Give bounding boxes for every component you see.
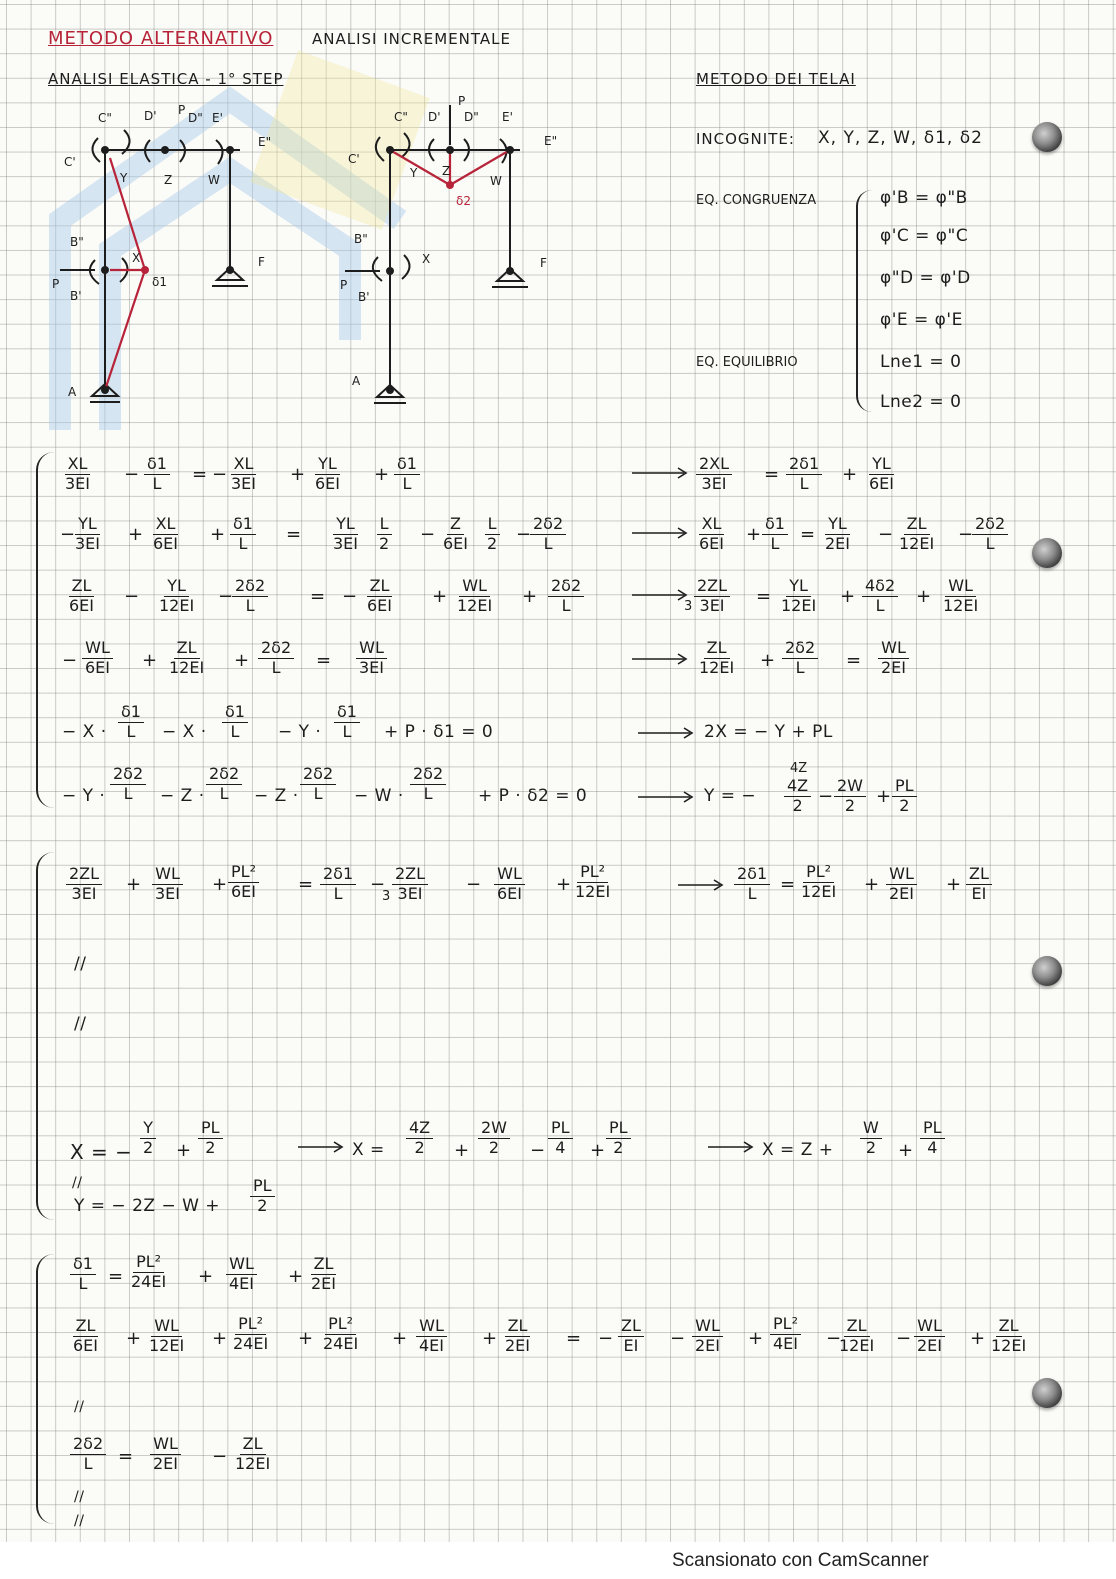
equals-sign: =: [780, 874, 796, 895]
equals-sign: =: [846, 650, 862, 671]
unknowns-label: INCOGNITE:: [696, 130, 795, 148]
fraction: $\frac{2\delta 1}{L}$: [320, 866, 356, 903]
fraction: $\frac{2\delta 2}{L}$: [410, 766, 446, 803]
arrow-icon: [630, 588, 690, 602]
fraction: $\frac{ZL}{EI}$: [618, 1318, 644, 1355]
operator: −: [826, 1328, 842, 1349]
svg-text:P: P: [458, 95, 466, 108]
operator: +: [946, 874, 962, 895]
fraction: $\frac{ZL}{12EI}$: [991, 1316, 1027, 1355]
equilibrium-work-1-tail: + P · δ1 = 0: [384, 722, 494, 742]
arrow-icon: [630, 466, 690, 480]
svg-text:E": E": [544, 134, 558, 148]
fraction: $\frac{Z}{6EI}$: [443, 514, 469, 553]
equilibrium-result-1: 2X = − Y + PL: [704, 722, 833, 742]
fraction: $\frac{XL}{6EI}$: [153, 514, 179, 553]
fraction: $\frac{2XL}{3EI}$: [696, 456, 732, 493]
ditto-mark: //: [74, 1014, 87, 1034]
scanner-footer: [0, 1542, 1116, 1579]
fraction: $\frac{\text{PL²}}{24EI}$: [233, 1314, 269, 1353]
arrow-icon: [706, 1140, 756, 1154]
svg-text:A: A: [352, 374, 361, 388]
fraction: $\frac{2ZL}{3EI}$: [66, 866, 102, 903]
congruence-eq-3: φ"D = φ'D: [880, 268, 971, 288]
svg-text:C': C': [64, 155, 76, 169]
fraction: $\frac{PL}{4}$: [548, 1120, 573, 1157]
method-heading: METODO DEI TELAI: [696, 70, 856, 88]
equals-sign: =: [108, 1266, 124, 1287]
fraction: $\frac{ZL}{6EI}$: [367, 576, 393, 615]
operator: +: [522, 586, 538, 607]
fraction: $\frac{ZL}{6EI}$: [73, 1316, 99, 1355]
congruence-label: EQ. CONGRUENZA: [696, 193, 817, 208]
equals-sign: =: [764, 464, 780, 485]
fraction: $\frac{L}{2}$: [376, 516, 392, 553]
operator: +: [916, 586, 932, 607]
equilibrium-work-2-tail: + P · δ2 = 0: [478, 786, 588, 806]
operator: +: [288, 1266, 304, 1287]
arrow-icon: [630, 526, 690, 540]
fraction: $\frac{XL}{3EI}$: [231, 454, 257, 493]
equilibrium-eq-1: Lne1 = 0: [880, 352, 962, 372]
operator: +: [748, 1328, 764, 1349]
fraction: $\frac{4Z}{2}$: [784, 778, 811, 815]
fraction: $\frac{YL}{3EI}$: [333, 514, 359, 553]
equals-sign: =: [756, 586, 772, 607]
equilibrium-eq-2: Lne2 = 0: [880, 392, 962, 412]
operator: −: [370, 874, 386, 895]
fraction: $\frac{2\delta 2}{L}$: [530, 516, 566, 553]
fraction: $\frac{4Z}{2}$: [406, 1120, 433, 1157]
fraction: $\frac{ZL}{2EI}$: [505, 1316, 531, 1355]
fraction: $\frac{2\delta 2}{L}$: [300, 766, 336, 803]
operator: −: [124, 586, 140, 607]
prefix-digit: 3: [684, 599, 693, 614]
operator: +: [128, 524, 144, 545]
fraction: $\frac{2\delta 2}{L}$: [972, 516, 1008, 553]
operator: −: [958, 524, 974, 545]
fraction: $\frac{\delta 1}{L}$: [334, 704, 360, 741]
equilibrium-work-1-mid: − X ·: [162, 722, 207, 742]
arrow-icon: [636, 790, 696, 804]
svg-text:δ2: δ2: [456, 194, 471, 208]
title-right: ANALISI INCREMENTALE: [312, 30, 511, 48]
svg-text:C": C": [98, 111, 112, 125]
fraction: $\frac{2\delta 2}{L}$: [232, 578, 268, 615]
fraction: $\frac{2\delta 2}{L}$: [206, 766, 242, 803]
fraction: $\frac{ZL}{12EI}$: [899, 514, 935, 553]
congruence-eq-1: φ'B = φ"B: [880, 188, 968, 208]
fraction: $\frac{2W}{2}$: [834, 778, 866, 815]
fraction: $\frac{YL}{6EI}$: [869, 454, 895, 493]
fraction: $\frac{ZL}{12EI}$: [235, 1434, 271, 1473]
operator: −: [466, 874, 482, 895]
svg-text:B": B": [70, 235, 84, 249]
operator: +: [290, 464, 306, 485]
equilibrium-work-1-mid2: − Y ·: [278, 722, 322, 742]
operator: +: [126, 874, 142, 895]
fraction: $\frac{ZL}{12EI}$: [699, 638, 735, 677]
fraction: $\frac{YL}{12EI}$: [159, 576, 195, 615]
operator: +: [590, 1140, 606, 1161]
equilibrium-work-2-mid2: − Z ·: [254, 786, 299, 806]
operator: +: [898, 1140, 914, 1161]
operator: −: [670, 1328, 686, 1349]
equilibrium-work-1-start: − X ·: [62, 722, 107, 742]
operator: −: [342, 586, 358, 607]
svg-text:Z: Z: [442, 164, 451, 178]
operator: +: [432, 586, 448, 607]
fraction: $\frac{WL}{4EI}$: [226, 1256, 257, 1293]
svg-text:E': E': [502, 110, 513, 124]
operator: −: [818, 786, 834, 807]
fraction: $\frac{ZL}{2EI}$: [311, 1254, 337, 1293]
ditto-mark: //: [74, 954, 87, 974]
operator: +: [176, 1140, 192, 1161]
svg-text:D': D': [428, 110, 441, 124]
operator: +: [840, 586, 856, 607]
equals-sign: =: [800, 524, 816, 545]
operator: +: [876, 786, 892, 807]
operator: +: [298, 1328, 314, 1349]
title-left: METODO ALTERNATIVO: [48, 28, 274, 49]
binder-ring-icon: [1032, 1378, 1062, 1408]
operator: +: [760, 650, 776, 671]
fraction: $\frac{XL}{3EI}$: [65, 454, 91, 493]
fraction: $\frac{2\delta 2}{L}$: [782, 640, 818, 677]
equals-sign: =: [316, 650, 332, 671]
operator: −: [60, 524, 76, 545]
operator: +: [746, 524, 762, 545]
svg-text:X: X: [422, 252, 431, 266]
svg-text:D': D': [144, 109, 157, 123]
binder-ring-icon: [1032, 956, 1062, 986]
operator: +: [198, 1266, 214, 1287]
prefix-digit: 3: [382, 889, 391, 904]
operator: −: [598, 1328, 614, 1349]
operator: −: [896, 1328, 912, 1349]
fraction: $\frac{WL}{2EI}$: [692, 1318, 723, 1355]
ditto-numerator: 4Z: [790, 761, 808, 776]
svg-text:W: W: [490, 174, 502, 188]
fraction: $\frac{WL}{6EI}$: [82, 640, 113, 677]
arrow-icon: [296, 1140, 346, 1154]
svg-text:B': B': [70, 289, 82, 303]
equilibrium-label: EQ. EQUILIBRIO: [696, 355, 798, 370]
operator: +: [392, 1328, 408, 1349]
fraction: $\frac{WL}{6EI}$: [494, 866, 525, 903]
arrow-icon: [676, 878, 726, 892]
operator: −: [530, 1140, 546, 1161]
fraction: $\frac{L}{2}$: [484, 516, 500, 553]
fraction: $\frac{PL}{2}$: [892, 778, 917, 815]
operator: +: [482, 1328, 498, 1349]
y-expression: Y = − 2Z − W +: [74, 1196, 221, 1216]
svg-text:D": D": [464, 110, 479, 124]
fraction: $\frac{\text{PL²}}{24EI}$: [323, 1314, 359, 1353]
svg-text:E': E': [212, 111, 223, 125]
operator: +: [210, 524, 226, 545]
operator: +: [454, 1140, 470, 1161]
fraction: $\frac{WL}{4EI}$: [416, 1318, 447, 1355]
fraction: $\frac{WL}{12EI}$: [149, 1316, 185, 1355]
equals-sign: =: [286, 524, 302, 545]
fraction: $\frac{PL}{4}$: [920, 1120, 945, 1157]
system-brace: [856, 190, 872, 412]
operator: +: [234, 650, 250, 671]
equilibrium-work-2-start: − Y ·: [62, 786, 106, 806]
svg-text:F: F: [258, 255, 265, 269]
fraction: $\frac{2\delta 2}{L}$: [548, 578, 584, 615]
fraction: $\frac{\delta 1}{L}$: [118, 704, 144, 741]
fraction: $\frac{PL}{2}$: [606, 1120, 631, 1157]
fraction: $\frac{Y}{2}$: [140, 1120, 156, 1157]
binder-ring-icon: [1032, 538, 1062, 568]
operator: −: [212, 1446, 228, 1467]
svg-text:P: P: [52, 277, 60, 291]
svg-text:C": C": [394, 110, 408, 124]
svg-text:D": D": [188, 111, 203, 125]
frame-diagram-left: [40, 100, 290, 430]
fraction: $\frac{PL}{2}$: [250, 1178, 275, 1215]
fraction: $\frac{\text{PL²}}{6EI}$: [228, 864, 259, 901]
fraction: $\frac{\delta 1}{L}$: [762, 516, 788, 553]
svg-text:P: P: [340, 278, 348, 292]
svg-text:Z: Z: [164, 173, 173, 187]
operator: +: [212, 1328, 228, 1349]
svg-text:B': B': [358, 290, 370, 304]
arrow-icon: [636, 726, 696, 740]
fraction: $\frac{2ZL}{3EI}$: [392, 866, 428, 903]
arrow-icon: [630, 652, 690, 666]
fraction: $\frac{W}{2}$: [860, 1120, 882, 1157]
svg-text:A: A: [68, 385, 77, 399]
fraction: $\frac{YL}{6EI}$: [315, 454, 341, 493]
fraction: $\frac{WL}{3EI}$: [152, 866, 183, 903]
fraction: $\frac{\delta 1}{L}$: [70, 1256, 96, 1293]
operator: +: [864, 874, 880, 895]
svg-text:X: X: [132, 251, 141, 265]
operator: +: [374, 464, 390, 485]
fraction: $\frac{\text{PL²}}{24EI}$: [131, 1252, 167, 1291]
operator: +: [556, 874, 572, 895]
operator: −: [878, 524, 894, 545]
svg-text:C': C': [348, 152, 360, 166]
operator: −: [516, 524, 532, 545]
operator: +: [212, 874, 228, 895]
fraction: $\frac{2\delta 2}{L}$: [70, 1436, 106, 1473]
x-expression-mid: X =: [352, 1140, 385, 1160]
scanner-credit: Scansionato con CamScanner: [672, 1550, 929, 1571]
fraction: $\frac{2\delta 2}{L}$: [258, 640, 294, 677]
fraction: $\frac{WL}{2EI}$: [886, 866, 917, 903]
fraction: $\frac{\delta 1}{L}$: [222, 704, 248, 741]
fraction: $\frac{WL}{2EI}$: [878, 640, 909, 677]
svg-text:F: F: [540, 256, 547, 270]
equals-sign: =: [298, 874, 314, 895]
operator: +: [970, 1328, 986, 1349]
binder-ring-icon: [1032, 122, 1062, 152]
fraction: $\frac{WL}{12EI}$: [943, 576, 979, 615]
equals-sign: =: [118, 1446, 134, 1467]
ditto-mark: //: [72, 1175, 83, 1191]
operator: −: [420, 524, 436, 545]
block2-brace: [36, 852, 54, 1220]
fraction: $\frac{\delta 1}{L}$: [230, 516, 256, 553]
equals-sign: =: [192, 464, 208, 485]
fraction: $\frac{2\delta 2}{L}$: [110, 766, 146, 803]
fraction: $\frac{2W}{2}$: [478, 1120, 510, 1157]
operator: +: [142, 650, 158, 671]
operator: −: [218, 586, 234, 607]
fraction: $\frac{\delta 1}{L}$: [144, 456, 170, 493]
fraction: $\frac{YL}{12EI}$: [781, 576, 817, 615]
equilibrium-result-2-start: Y = −: [704, 786, 757, 806]
congruence-eq-4: φ'E = φ'E: [880, 310, 963, 330]
block3-brace: [36, 1254, 54, 1524]
congruence-eq-2: φ'C = φ"C: [880, 226, 969, 246]
svg-text:W: W: [208, 173, 220, 187]
ditto-mark: //: [74, 1513, 85, 1529]
fraction: $\frac{YL}{3EI}$: [75, 514, 101, 553]
fraction: $\frac{\text{PL²}}{12EI}$: [575, 862, 611, 901]
fraction: $\frac{ZL}{EI}$: [966, 866, 992, 903]
fraction: $\frac{4\delta 2}{L}$: [862, 578, 898, 615]
operator: −: [212, 464, 228, 485]
svg-text:δ1: δ1: [152, 275, 167, 289]
equilibrium-work-2-mid1: − Z ·: [160, 786, 205, 806]
equals-sign: =: [310, 586, 326, 607]
operator: −: [124, 464, 140, 485]
fraction: $\frac{ZL}{12EI}$: [169, 638, 205, 677]
fraction: $\frac{\text{PL²}}{12EI}$: [801, 862, 837, 901]
svg-text:E": E": [258, 135, 272, 149]
ditto-mark: //: [74, 1489, 85, 1505]
x-result-start: X = Z +: [762, 1140, 834, 1160]
fraction: $\frac{ZL}{12EI}$: [839, 1316, 875, 1355]
fraction: $\frac{WL}{2EI}$: [914, 1318, 945, 1355]
block1-brace: [36, 452, 54, 808]
unknowns-list: X, Y, Z, W, δ1, δ2: [818, 128, 983, 148]
fraction: $\frac{WL}{12EI}$: [457, 576, 493, 615]
fraction: $\frac{ZL}{6EI}$: [69, 576, 95, 615]
fraction: $\frac{\text{PL²}}{4EI}$: [770, 1316, 801, 1353]
x-expression-start: X = −: [70, 1140, 133, 1164]
fraction: $\frac{YL}{2EI}$: [825, 514, 851, 553]
fraction: $\frac{2\delta 1}{L}$: [734, 866, 770, 903]
fraction: $\frac{PL}{2}$: [198, 1120, 223, 1157]
equilibrium-work-2-mid3: − W ·: [354, 786, 404, 806]
svg-text:B": B": [354, 232, 368, 246]
frame-diagram-right: [340, 95, 600, 435]
equals-sign: =: [566, 1328, 582, 1349]
fraction: $\frac{2\delta 1}{L}$: [786, 456, 822, 493]
svg-text:Y: Y: [410, 166, 418, 180]
subtitle: ANALISI ELASTICA - 1° STEP: [48, 70, 284, 88]
operator: +: [842, 464, 858, 485]
fraction: $\frac{2ZL}{3EI}$: [694, 578, 730, 615]
ditto-mark: //: [74, 1399, 85, 1415]
fraction: $\frac{WL}{3EI}$: [356, 640, 387, 677]
svg-text:P: P: [178, 103, 186, 117]
fraction: $\frac{\delta 1}{L}$: [394, 456, 420, 493]
svg-text:Y: Y: [120, 171, 128, 185]
operator: +: [126, 1328, 142, 1349]
operator: −: [62, 650, 78, 671]
fraction: $\frac{XL}{6EI}$: [699, 514, 725, 553]
fraction: $\frac{WL}{2EI}$: [150, 1436, 181, 1473]
